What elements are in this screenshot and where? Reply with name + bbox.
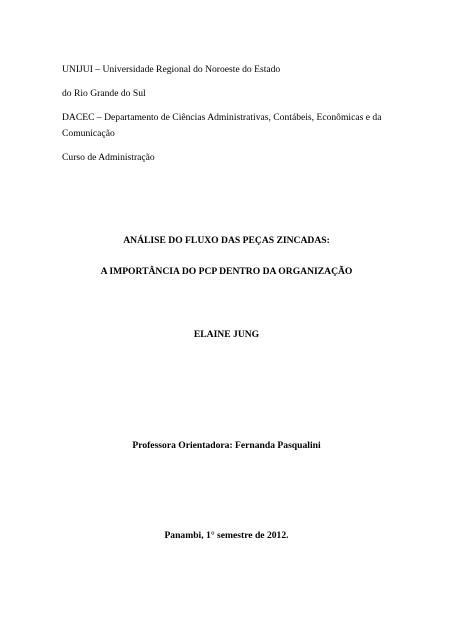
department-line-2: Comunicação bbox=[62, 128, 115, 139]
university-line-1: UNIJUI – Universidade Regional do Noroeste do Estado bbox=[62, 64, 281, 75]
author-name: ELAINE JUNG bbox=[193, 329, 260, 340]
course-name: Curso de Administração bbox=[62, 152, 155, 163]
university-line-2: do Rio Grande do Sul bbox=[62, 88, 146, 99]
place-date: Panambi, 1° semestre de 2012. bbox=[164, 530, 289, 541]
title-line-2: A IMPORTÂNCIA DO PCP DENTRO DA ORGANIZAÇÃO bbox=[100, 266, 353, 277]
title-line-1: ANÁLISE DO FLUXO DAS PEÇAS ZINCADAS: bbox=[123, 235, 330, 246]
advisor-line: Professora Orientadora: Fernanda Pasqualini bbox=[132, 440, 321, 451]
department-line-1: DACEC – Departamento de Ciências Administrativas, Contábeis, Econômicas e da bbox=[62, 112, 382, 123]
